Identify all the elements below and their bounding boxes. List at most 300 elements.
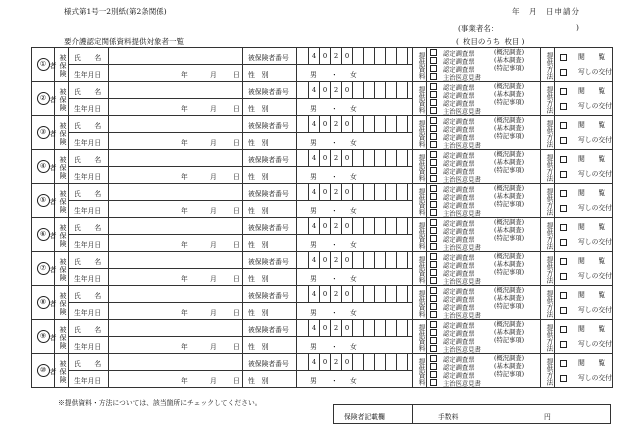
sex-female[interactable]: 女 [350,139,357,147]
method-option[interactable]: 閲 覧 [556,119,612,134]
material-checkbox[interactable] [430,311,437,318]
sex-female[interactable]: 女 [350,275,357,283]
sex-male[interactable]: 男 [310,173,317,181]
method-option[interactable]: 写しの交付 [556,100,612,115]
material-option[interactable]: 主治医意見書 [430,311,540,319]
method-checkbox[interactable] [560,239,567,246]
insured-number-digit: 0 [319,320,330,336]
method-option[interactable]: 写しの交付 [556,134,612,149]
insured-number-digit-blank[interactable] [385,184,396,200]
birthdate-label: 生年月日 [74,139,102,147]
insured-label: 被保険者 [54,320,68,353]
material-option[interactable]: 認定調査票 (特記事項) [430,371,540,379]
name-field[interactable] [114,358,234,370]
material-checkbox[interactable] [430,277,437,284]
insured-number-digit-blank[interactable] [352,320,363,336]
insured-number-digit-blank[interactable] [352,82,363,98]
insured-number-digit: 4 [308,286,319,302]
methods-list [556,48,612,81]
provided-materials-label: 提供資料 [417,119,425,148]
insured-number-digit-blank[interactable] [374,150,385,166]
insured-number-digit: 0 [341,252,352,268]
material-checkbox[interactable] [430,235,437,242]
insured-number-digit-blank[interactable] [396,48,407,64]
insured-number-digit-blank[interactable] [363,320,374,336]
material-checkbox[interactable] [430,133,437,140]
sex-dot: ・ [331,71,338,79]
material-option[interactable]: 認定調査票 (特記事項) [430,133,540,141]
name-field[interactable] [114,222,234,234]
fee-yen: 円 [544,413,551,421]
material-checkbox[interactable] [430,329,437,336]
method-option[interactable]: 写しの交付 [556,236,612,251]
material-option[interactable]: 認定調査票 (特記事項) [430,303,540,311]
method-option[interactable]: 写しの交付 [556,304,612,319]
name-label: 氏 名 [74,122,102,130]
insured-number-digit: 0 [319,116,330,132]
material-checkbox[interactable] [430,345,437,352]
method-option[interactable]: 閲 覧 [556,255,612,270]
insured-number-digit-blank[interactable] [352,218,363,234]
provided-materials-label: 提供資料 [417,153,425,182]
name-field[interactable] [114,188,234,200]
material-checkbox[interactable] [430,337,437,344]
form-id: 様式第1号一2別紙(第2条関係) [64,7,167,16]
insured-number-digit: 2 [330,252,341,268]
month-label: 月 [210,309,217,317]
insured-number-digit-blank[interactable] [396,116,407,132]
method-checkbox[interactable] [560,69,567,76]
materials-list [430,354,540,387]
method-checkbox[interactable] [560,292,567,299]
material-checkbox[interactable] [430,269,437,276]
insured-number-digit: 2 [330,116,341,132]
insured-number-digit-blank[interactable] [385,320,396,336]
material-option[interactable]: 認定調査票 (概況調査) [430,355,540,363]
insured-number-digit-blank[interactable] [374,218,385,234]
sex-dot: ・ [331,173,338,181]
insured-number-digit-blank[interactable] [363,184,374,200]
material-checkbox[interactable] [430,49,437,56]
material-option[interactable]: 認定調査票 (概況調査) [430,151,540,159]
material-option[interactable]: 主治医意見書 [430,209,540,217]
sex-female[interactable]: 女 [350,377,357,385]
sex-male[interactable]: 男 [310,377,317,385]
material-checkbox[interactable] [430,185,437,192]
insured-number-digit-blank[interactable] [374,48,385,64]
month-label: 月 [210,71,217,79]
sex-label: 性 別 [248,173,269,181]
material-option[interactable]: 認定調査票 (概況調査) [430,117,540,125]
insured-number-digit: 4 [308,218,319,234]
year-label: 年 [181,377,188,385]
sex-male[interactable]: 男 [310,105,317,113]
method-option[interactable]: 閲 覧 [556,51,612,66]
method-checkbox[interactable] [560,307,567,314]
provided-materials-label: 提供資料 [417,323,425,352]
day-label: 日 [233,173,240,181]
sex-male[interactable]: 男 [310,275,317,283]
insured-number-digit-blank[interactable] [385,218,396,234]
material-option[interactable]: 認定調査票 (概況調査) [430,219,540,227]
insured-number-digit-blank[interactable] [363,48,374,64]
sex-dot: ・ [331,241,338,249]
entry-row [32,116,612,150]
insured-number-digit-blank[interactable] [396,252,407,268]
insured-number-digit-blank[interactable] [352,48,363,64]
insured-number-digit-blank[interactable] [385,82,396,98]
method-checkbox[interactable] [560,341,567,348]
insured-number-digit-blank[interactable] [396,184,407,200]
method-option[interactable]: 写しの交付 [556,202,612,217]
material-option[interactable]: 認定調査票 (特記事項) [430,269,540,277]
insured-number-digit-blank[interactable] [385,286,396,302]
method-checkbox[interactable] [560,103,567,110]
insured-number-digit: 0 [341,150,352,166]
methods-list [556,218,612,251]
material-option[interactable]: 主治医意見書 [430,243,540,251]
name-field[interactable] [114,52,234,64]
insurer-column-label: 保険者記載欄 [344,413,385,421]
name-label: 氏 名 [74,224,102,232]
sex-label: 性 別 [248,71,269,79]
method-option[interactable]: 閲 覧 [556,323,612,338]
year-label: 年 [181,309,188,317]
provision-method-label: 提供方法 [545,187,553,216]
insured-number-digit-blank[interactable] [363,252,374,268]
sex-label: 性 別 [248,207,269,215]
material-option[interactable]: 認定調査票 (特記事項) [430,337,540,345]
month-label: 月 [210,173,217,181]
insured-number-digit-blank[interactable] [374,286,385,302]
insured-label: 被保険者 [54,218,68,251]
insured-number-digit-blank[interactable] [385,48,396,64]
material-checkbox[interactable] [430,65,437,72]
birthdate-label: 生年月日 [74,377,102,385]
material-checkbox[interactable] [430,355,437,362]
material-checkbox[interactable] [430,261,437,268]
insured-number-digit: 4 [308,252,319,268]
material-checkbox[interactable] [430,107,437,114]
month-label: 月 [210,241,217,249]
entry-row [32,252,612,286]
sex-female[interactable]: 女 [350,241,357,249]
sex-female[interactable]: 女 [350,71,357,79]
insured-number-digit-blank[interactable] [396,150,407,166]
method-checkbox[interactable] [560,258,567,265]
insured-number-digit-blank[interactable] [374,116,385,132]
material-option[interactable]: 主治医意見書 [430,345,540,353]
material-option[interactable]: 主治医意見書 [430,175,540,183]
material-checkbox[interactable] [430,243,437,250]
insured-number-digit-blank[interactable] [363,218,374,234]
entry-number: ⑤ [32,184,54,217]
material-option[interactable]: 認定調査票 (基本調査) [430,125,540,133]
insured-number-digit-blank[interactable] [374,320,385,336]
method-checkbox[interactable] [560,122,567,129]
insured-number-digit-blank[interactable] [363,82,374,98]
name-field[interactable] [114,256,234,268]
insured-number-digit-blank[interactable] [396,218,407,234]
material-option[interactable]: 主治医意見書 [430,107,540,115]
sex-female[interactable]: 女 [350,105,357,113]
material-option[interactable]: 認定調査票 (概況調査) [430,287,540,295]
insured-number-digit-blank[interactable] [352,252,363,268]
method-checkbox[interactable] [560,205,567,212]
material-checkbox[interactable] [430,227,437,234]
year-label: 年 [181,241,188,249]
insured-number-digit: 4 [308,354,319,370]
insured-number-digit-blank[interactable] [374,184,385,200]
insured-number-digit-blank[interactable] [374,252,385,268]
insured-number-digit-blank[interactable] [385,252,396,268]
name-field[interactable] [114,290,234,302]
sex-male[interactable]: 男 [310,343,317,351]
material-checkbox[interactable] [430,287,437,294]
sex-female[interactable]: 女 [350,173,357,181]
method-checkbox[interactable] [560,54,567,61]
insured-number-digit-blank[interactable] [363,286,374,302]
material-option[interactable]: 認定調査票 (概況調査) [430,83,540,91]
sex-dot: ・ [331,105,338,113]
material-checkbox[interactable] [430,253,437,260]
entry-number: ③ [32,116,54,149]
method-option[interactable]: 写しの交付 [556,66,612,81]
sex-label: 性 別 [248,309,269,317]
name-field[interactable] [114,154,234,166]
provision-method-label: 提供方法 [545,221,553,250]
materials-list [430,82,540,115]
material-checkbox[interactable] [430,167,437,174]
insured-number-digit-blank[interactable] [385,116,396,132]
material-checkbox[interactable] [430,99,437,106]
sex-dot: ・ [331,377,338,385]
material-option[interactable]: 主治医意見書 [430,277,540,285]
material-option[interactable]: 認定調査票 (基本調査) [430,261,540,269]
day-label: 日 [233,241,240,249]
year-label: 年 [181,207,188,215]
insured-number-digit-blank[interactable] [374,354,385,370]
material-checkbox[interactable] [430,363,437,370]
office-name-field[interactable] [456,23,579,34]
day-label: 日 [233,71,240,79]
material-checkbox[interactable] [430,91,437,98]
insured-label: 被保険者 [54,82,68,115]
material-checkbox[interactable] [430,117,437,124]
insured-number-digit: 4 [308,184,319,200]
material-option[interactable]: 認定調査票 (基本調査) [430,227,540,235]
sex-dot: ・ [331,139,338,147]
material-checkbox[interactable] [430,141,437,148]
office-name-close: ) [576,23,579,32]
material-option[interactable]: 認定調査票 (基本調査) [430,329,540,337]
method-checkbox[interactable] [560,190,567,197]
material-checkbox[interactable] [430,209,437,216]
method-option[interactable]: 写しの交付 [556,270,612,285]
material-option[interactable]: 認定調査票 (基本調査) [430,91,540,99]
insured-number-digit: 0 [319,150,330,166]
method-checkbox[interactable] [560,360,567,367]
method-option[interactable]: 閲 覧 [556,187,612,202]
material-checkbox[interactable] [430,303,437,310]
insured-number-digit-blank[interactable] [363,116,374,132]
insured-number-digit: 0 [319,48,330,64]
provision-method-label: 提供方法 [545,153,553,182]
material-checkbox[interactable] [430,57,437,64]
insured-number-digit-blank[interactable] [385,354,396,370]
method-checkbox[interactable] [560,171,567,178]
method-checkbox[interactable] [560,156,567,163]
method-checkbox[interactable] [560,326,567,333]
sex-male[interactable]: 男 [310,207,317,215]
office-name-label: (事業者名： [458,24,499,33]
sex-female[interactable]: 女 [350,207,357,215]
material-option[interactable]: 認定調査票 (特記事項) [430,99,540,107]
insured-number-digit-blank[interactable] [352,286,363,302]
insured-number-digit: 2 [330,218,341,234]
name-field[interactable] [114,324,234,336]
insured-number-label: 被保険者番号 [248,224,289,232]
insured-number-digit-blank[interactable] [352,184,363,200]
material-checkbox[interactable] [430,295,437,302]
insured-number-label: 被保険者番号 [248,360,289,368]
material-option[interactable]: 認定調査票 (概況調査) [430,253,540,261]
method-checkbox[interactable] [560,273,567,280]
method-option[interactable]: 閲 覧 [556,153,612,168]
method-checkbox[interactable] [560,88,567,95]
material-option[interactable]: 認定調査票 (特記事項) [430,201,540,209]
insured-label: 被保険者 [54,354,68,387]
material-checkbox[interactable] [430,219,437,226]
method-option[interactable]: 写しの交付 [556,168,612,183]
material-option[interactable]: 認定調査票 (特記事項) [430,167,540,175]
material-checkbox[interactable] [430,175,437,182]
materials-list [430,48,540,81]
material-option[interactable]: 認定調査票 (概況調査) [430,321,540,329]
material-checkbox[interactable] [430,125,437,132]
sex-male[interactable]: 男 [310,139,317,147]
footnote: ※提供資料・方法については、該当箇所にチェックしてください。 [58,399,262,407]
sex-male[interactable]: 男 [310,71,317,79]
material-checkbox[interactable] [430,371,437,378]
insured-label: 被保険者 [54,252,68,285]
materials-list [430,252,540,285]
insured-number-digit: 0 [341,354,352,370]
material-checkbox[interactable] [430,83,437,90]
insured-number-digit: 0 [341,286,352,302]
method-option[interactable]: 閲 覧 [556,221,612,236]
fee-label: 手数料 [438,413,459,421]
sex-female[interactable]: 女 [350,343,357,351]
sex-label: 性 別 [248,105,269,113]
method-option[interactable]: 写しの交付 [556,338,612,353]
method-checkbox[interactable] [560,224,567,231]
provided-materials-label: 提供資料 [417,51,425,80]
insured-number-digit: 2 [330,150,341,166]
entry-row [32,354,612,388]
method-option[interactable]: 閲 覧 [556,357,612,372]
list-title: 要介護認定関係資料提供対象者一覧 [64,37,184,46]
material-option[interactable]: 認定調査票 (基本調査) [430,57,540,65]
provided-materials-label: 提供資料 [417,85,425,114]
entry-number: ⑥ [32,218,54,251]
material-checkbox[interactable] [430,73,437,80]
insured-number-digit-blank[interactable] [385,150,396,166]
material-option[interactable]: 主治医意見書 [430,379,540,387]
method-checkbox[interactable] [560,375,567,382]
name-label: 氏 名 [74,190,102,198]
method-checkbox[interactable] [560,137,567,144]
material-checkbox[interactable] [430,321,437,328]
insured-number-digit-blank[interactable] [352,150,363,166]
name-field[interactable] [114,120,234,132]
entry-row [32,48,612,82]
insured-number-digit-blank[interactable] [363,150,374,166]
insured-number-digit-blank[interactable] [396,286,407,302]
insured-number-digit: 0 [319,184,330,200]
material-checkbox[interactable] [430,193,437,200]
name-field[interactable] [114,86,234,98]
insured-number-digit-blank[interactable] [352,116,363,132]
insured-number-digit-blank[interactable] [396,320,407,336]
insured-number-digit: 0 [319,286,330,302]
materials-list [430,150,540,183]
sex-female[interactable]: 女 [350,309,357,317]
material-checkbox[interactable] [430,379,437,386]
birthdate-label: 生年月日 [74,241,102,249]
material-checkbox[interactable] [430,159,437,166]
insured-number-digit: 0 [319,218,330,234]
sex-male[interactable]: 男 [310,241,317,249]
entry-number: ⑨ [32,320,54,353]
material-option[interactable]: 認定調査票 (基本調査) [430,193,540,201]
month-label: 月 [210,139,217,147]
material-option[interactable]: 認定調査票 (基本調査) [430,295,540,303]
insured-number-digit-blank[interactable] [374,82,385,98]
method-option[interactable]: 写しの交付 [556,372,612,387]
material-option[interactable]: 認定調査票 (基本調査) [430,159,540,167]
material-checkbox[interactable] [430,201,437,208]
provision-method-label: 提供方法 [545,119,553,148]
sex-label: 性 別 [248,139,269,147]
insured-number-digit-blank[interactable] [396,82,407,98]
material-checkbox[interactable] [430,151,437,158]
methods-list [556,82,612,115]
insured-number-digit-blank[interactable] [363,354,374,370]
method-option[interactable]: 閲 覧 [556,85,612,100]
sex-male[interactable]: 男 [310,309,317,317]
material-option[interactable]: 認定調査票 (概況調査) [430,185,540,193]
day-label: 日 [233,377,240,385]
insured-number-digit: 0 [341,320,352,336]
insured-number-label: 被保険者番号 [248,258,289,266]
material-option[interactable]: 認定調査票 (概況調査) [430,49,540,57]
sex-dot: ・ [331,275,338,283]
month-label: 月 [210,343,217,351]
insured-number-digit-blank[interactable] [396,354,407,370]
name-label: 氏 名 [74,54,102,62]
sex-label: 性 別 [248,377,269,385]
material-option[interactable]: 主治医意見書 [430,141,540,149]
material-option[interactable]: 認定調査票 (特記事項) [430,65,540,73]
method-option[interactable]: 閲 覧 [556,289,612,304]
material-option[interactable]: 認定調査票 (基本調査) [430,363,540,371]
insured-number-label: 被保険者番号 [248,190,289,198]
material-option[interactable]: 主治医意見書 [430,73,540,81]
insured-number-digit-blank[interactable] [352,354,363,370]
birthdate-label: 生年月日 [74,207,102,215]
material-option[interactable]: 認定調査票 (特記事項) [430,235,540,243]
